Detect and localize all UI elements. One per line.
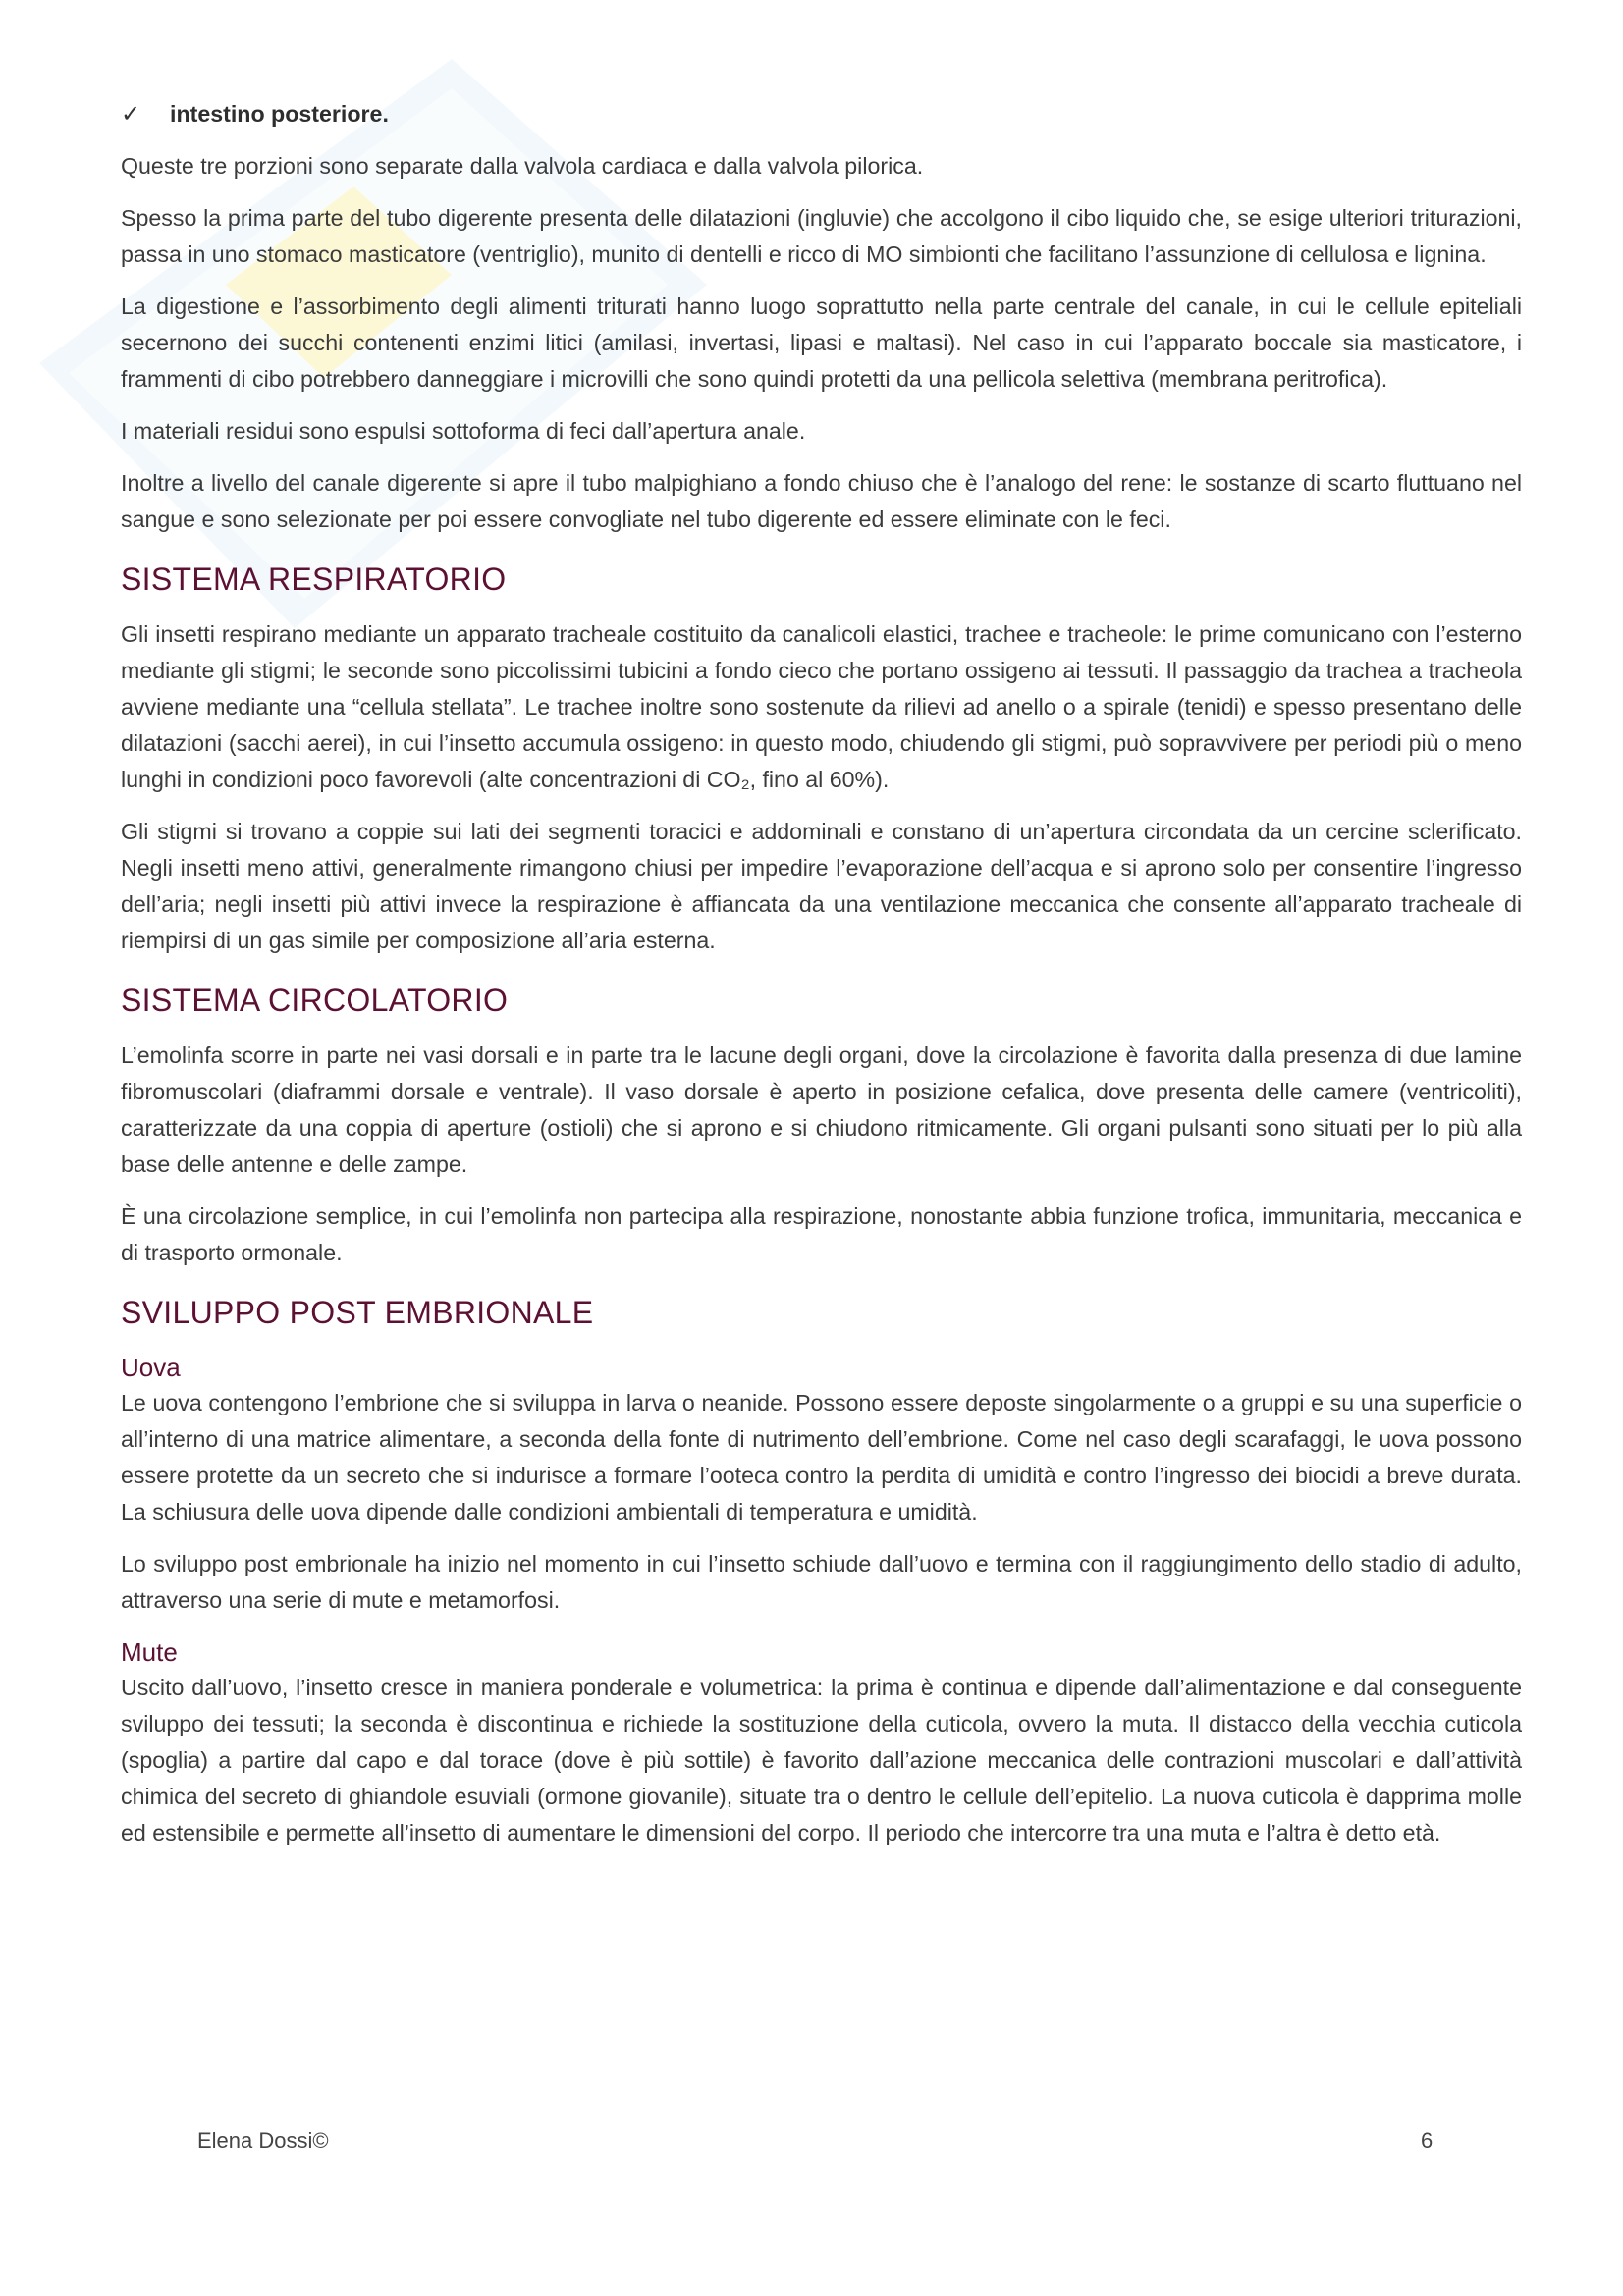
document-body bbox=[121, 96, 1522, 1867]
paragraph: L’emolinfa scorre in parte nei vasi dorsali e in parte tra le lacune degli organi, dove la circolazione è favorita dalla presenza di due lamine fibromuscolari (diaframmi dorsale e ventrale). Il vaso dorsale è aperto in posizione cefalica, dove presenta delle camere (ventricoliti), caratterizzate da una coppia di aperture (ostioli) che si aprono e si chiudono ritmicamente. Gli organi pulsanti sono situati per lo più alla base delle antenne e delle zampe. bbox=[121, 1042, 1522, 1177]
section-heading-circolatorio: SISTEMA CIRCOLATORIO bbox=[121, 983, 509, 1018]
paragraph: Lo sviluppo post embrionale ha inizio nel momento in cui l’insetto schiude dall’uovo e termina con il raggiungimento dello stadio di adulto, attraverso una serie di mute e metamorfosi. bbox=[121, 1551, 1522, 1613]
paragraph: Spesso la prima parte del tubo digerente presenta delle dilatazioni (ingluvie) che accolgono il cibo liquido che, se esige ulteriori triturazioni, passa in uno stomaco masticatore (ventriglio), munito di dentelli e ricco di MO simbionti che facilitano l’assunzione di cellulosa e lignina. bbox=[121, 205, 1522, 267]
paragraph: Le uova contengono l’embrione che si sviluppa in larva o neanide. Possono essere deposte singolarmente o a gruppi e su una superficie o all’interno di una matrice alimentare, a seconda della fonte di nutrimento dell’embrione. Come nel caso degli scarafaggi, le uova possono essere protette da un secreto che si indurisce a formare l’ooteca contro la perdita di umidità e contro l’ingresso dei biocidi a breve durata. La schiusura delle uova dipende dalle condizioni ambientali di temperatura e umidità. bbox=[121, 1390, 1522, 1524]
page-number: 6 bbox=[1421, 2128, 1434, 2153]
subheading-mute: Mute bbox=[121, 1637, 178, 1667]
list-item bbox=[121, 96, 1522, 133]
subheading-uova: Uova bbox=[121, 1353, 181, 1382]
list-item-text: intestino posteriore. bbox=[170, 101, 389, 127]
section-heading-sviluppo: SVILUPPO POST EMBRIONALE bbox=[121, 1295, 594, 1330]
paragraph: Uscito dall’uovo, l’insetto cresce in maniera ponderale e volumetrica: la prima è continua e dipende dall’alimentazione e dal conseguente sviluppo dei tessuti; la seconda è discontinua e richiede la sostituzione della cuticola, ovvero la muta. Il distacco della vecchia cuticola (spoglia) a partire dal capo e dal torace (dove è più sottile) è favorito dall’azione meccanica delle contrazioni muscolari e dall’attività chimica del secreto di ghiandole esuviali (ormone giovanile), situate tra o dentro le cellule dell’epitelio. La nuova cuticola è dapprima molle ed estensibile e permette all’insetto di aumentare le dimensioni del corpo. Il periodo che intercorre tra una muta e l’altra è detto età. bbox=[121, 1675, 1522, 1845]
paragraph: Queste tre porzioni sono separate dalla valvola cardiaca e dalla valvola pilorica. bbox=[121, 153, 924, 179]
check-icon: ✓ bbox=[121, 101, 141, 128]
paragraph: I materiali residui sono espulsi sottoforma di feci dall’apertura anale. bbox=[121, 418, 806, 444]
paragraph: È una circolazione semplice, in cui l’emolinfa non partecipa alla respirazione, nonostante abbia funzione trofica, immunitaria, meccanica e di trasporto ormonale. bbox=[121, 1203, 1522, 1265]
footer-author: Elena Dossi© bbox=[197, 2128, 329, 2153]
paragraph: Inoltre a livello del canale digerente si apre il tubo malpighiano a fondo chiuso che è l’analogo del rene: le sostanze di scarto fluttuano nel sangue e sono selezionate per poi essere convogliate nel tubo digerente ed essere eliminate con le feci. bbox=[121, 470, 1522, 532]
paragraph: Gli stigmi si trovano a coppie sui lati dei segmenti toracici e addominali e constano di un’apertura circondata da un cercine sclerificato. Negli insetti meno attivi, generalmente rimangono chiusi per impedire l’evaporazione dell’acqua e si aprono solo per consentire l’ingresso dell’aria; negli insetti più attivi invece la respirazione è affiancata da una ventilazione meccanica che consente all’apparato tracheale di riempirsi di un gas simile per composizione all’aria esterna. bbox=[121, 819, 1522, 953]
paragraph: Gli insetti respirano mediante un apparato tracheale costituito da canalicoli elastici, trachee e tracheole: le prime comunicano con l’esterno mediante gli stigmi; le seconde sono piccolissimi tubicini a fondo cieco che portano ossigeno ai tessuti. Il passaggio da trachea a tracheola avviene mediante una “cellula stellata”. Le trachee inoltre sono sostenute da rilievi ad anello o a spirale (tenidi) e spesso presentano delle dilatazioni (sacchi aerei), in cui l’insetto accumula ossigeno: in questo modo, chiudendo gli stigmi, può sopravvivere per periodi più o meno lunghi in condizioni poco favorevoli (alte concentrazioni di CO₂, fino al 60%). bbox=[121, 621, 1522, 792]
section-heading-respiratorio: SISTEMA RESPIRATORIO bbox=[121, 561, 507, 597]
paragraph: La digestione e l’assorbimento degli alimenti triturati hanno luogo soprattutto nella parte centrale del canale, in cui le cellule epiteliali secernono dei succhi contenenti enzimi litici (amilasi, invertasi, lipasi e maltasi). Nel caso in cui l’apparato boccale sia masticatore, i frammenti di cibo potrebbero danneggiare i microvilli che sono quindi protetti da una pellicola selettiva (membrana peritrofica). bbox=[121, 294, 1522, 392]
